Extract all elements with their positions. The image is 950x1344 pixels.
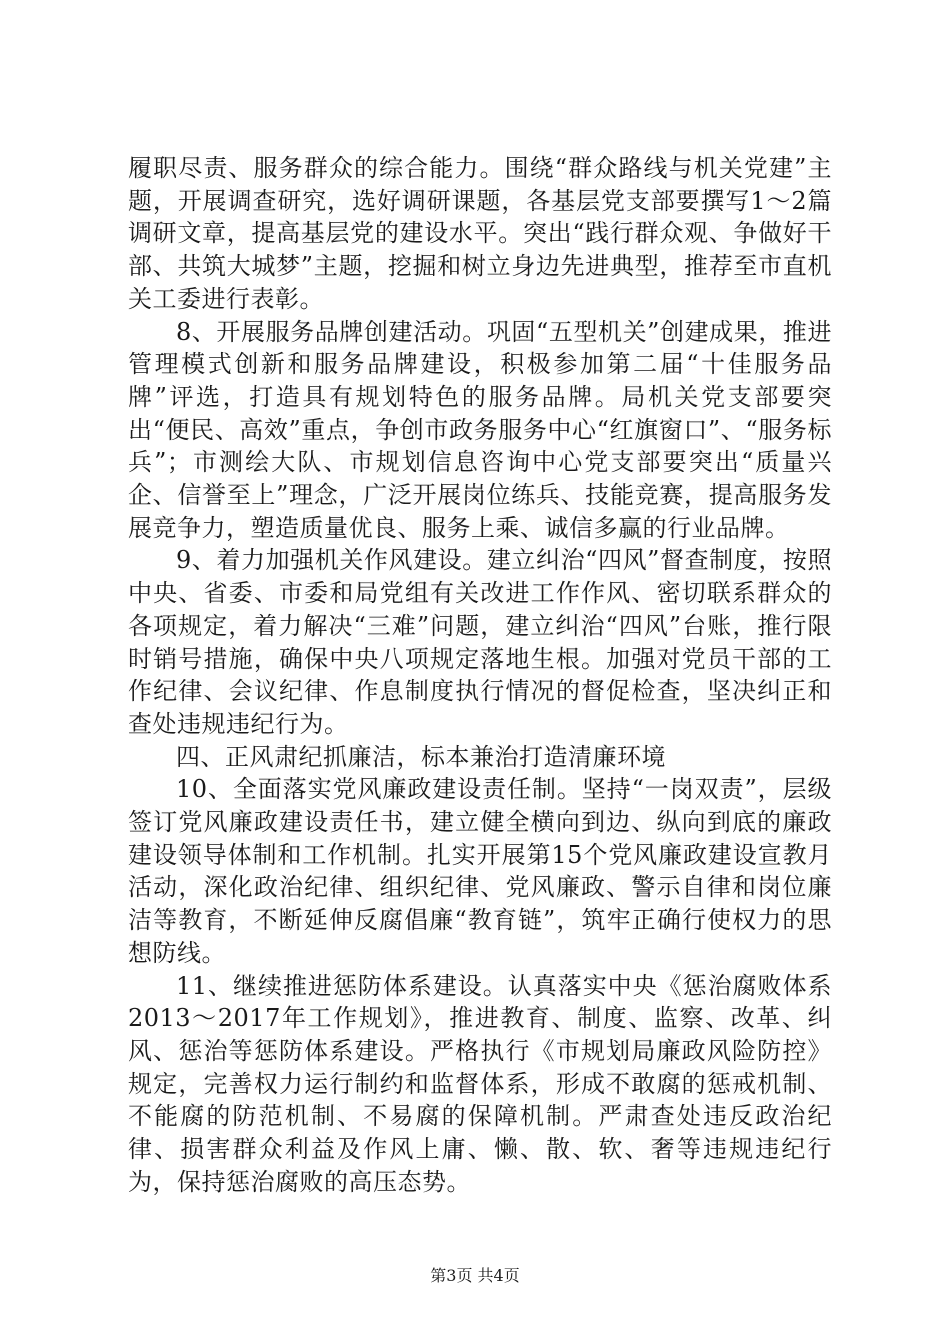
paragraph-item-8: 8、开展服务品牌创建活动。巩固“五型机关”创建成果，推进管理模式创新和服务品牌建设，积极参加第二届“十佳服务品牌”评选，打造具有规划特色的服务品牌。局机关党支部要突出“便民、高效”重点，争创市政务服务中心“红旗窗口”、“服务标兵”；市测绘大队、市规划信息咨询中心党支部要突出“质量兴企、信誉至上”理念，广泛开展岗位练兵、技能竞赛，提高服务发展竞争力，塑造质量优良、服务上乘、诚信多赢的行业品牌。 xyxy=(128,317,832,542)
paragraph-continuation: 履职尽责、服务群众的综合能力。围绕“群众路线与机关党建”主题，开展调查研究，选好调研课题，各基层党支部要撰写1～2篇调研文章，提高基层党的建设水平。突出“践行群众观、争做好干部、共筑大城梦”主题，挖掘和树立身边先进典型，推荐至市直机关工委进行表彰。 xyxy=(128,154,832,313)
paragraph-item-10: 10、全面落实党风廉政建设责任制。坚持“一岗双责”，层级签订党风廉政建设责任书，建立健全横向到边、纵向到底的廉政建设领导体制和工作机制。扎实开展第15个党风廉政建设宣教月活动，深化政治纪律、组织纪律、党风廉政、警示自律和岗位廉洁等教育，不断延伸反腐倡廉“教育链”，筑牢正确行使权力的思想防线。 xyxy=(128,775,832,967)
page-number-footer: 第3页 共4页 xyxy=(430,1266,520,1285)
paragraph-item-11: 11、继续推进惩防体系建设。认真落实中央《惩治腐败体系2013～2017年工作规划》，推进教育、制度、监察、改革、纠风、惩治等惩防体系建设。严格执行《市规划局廉政风险防控》规定，完善权力运行制约和监督体系，形成不敢腐的惩戒机制、不能腐的防范机制、不易腐的保障机制。严肃查处违反政治纪律、损害群众利益及作风上庸、懒、散、软、奢等违规违纪行为，保持惩治腐败的高压态势。 xyxy=(128,971,832,1196)
section-heading-4: 四、正风肃纪抓廉洁，标本兼治打造清廉环境 xyxy=(176,742,666,771)
document-body xyxy=(128,152,832,1199)
paragraph-item-9: 9、着力加强机关作风建设。建立纠治“四风”督查制度，按照中央、省委、市委和局党组有关改进工作作风、密切联系群众的各项规定，着力解决“三难”问题，建立纠治“四风”台账，推行限时销号措施，确保中央八项规定落地生根。加强对党员干部的工作纪律、会议纪律、作息制度执行情况的督促检查，坚决纠正和查处违规违纪行为。 xyxy=(128,546,832,738)
